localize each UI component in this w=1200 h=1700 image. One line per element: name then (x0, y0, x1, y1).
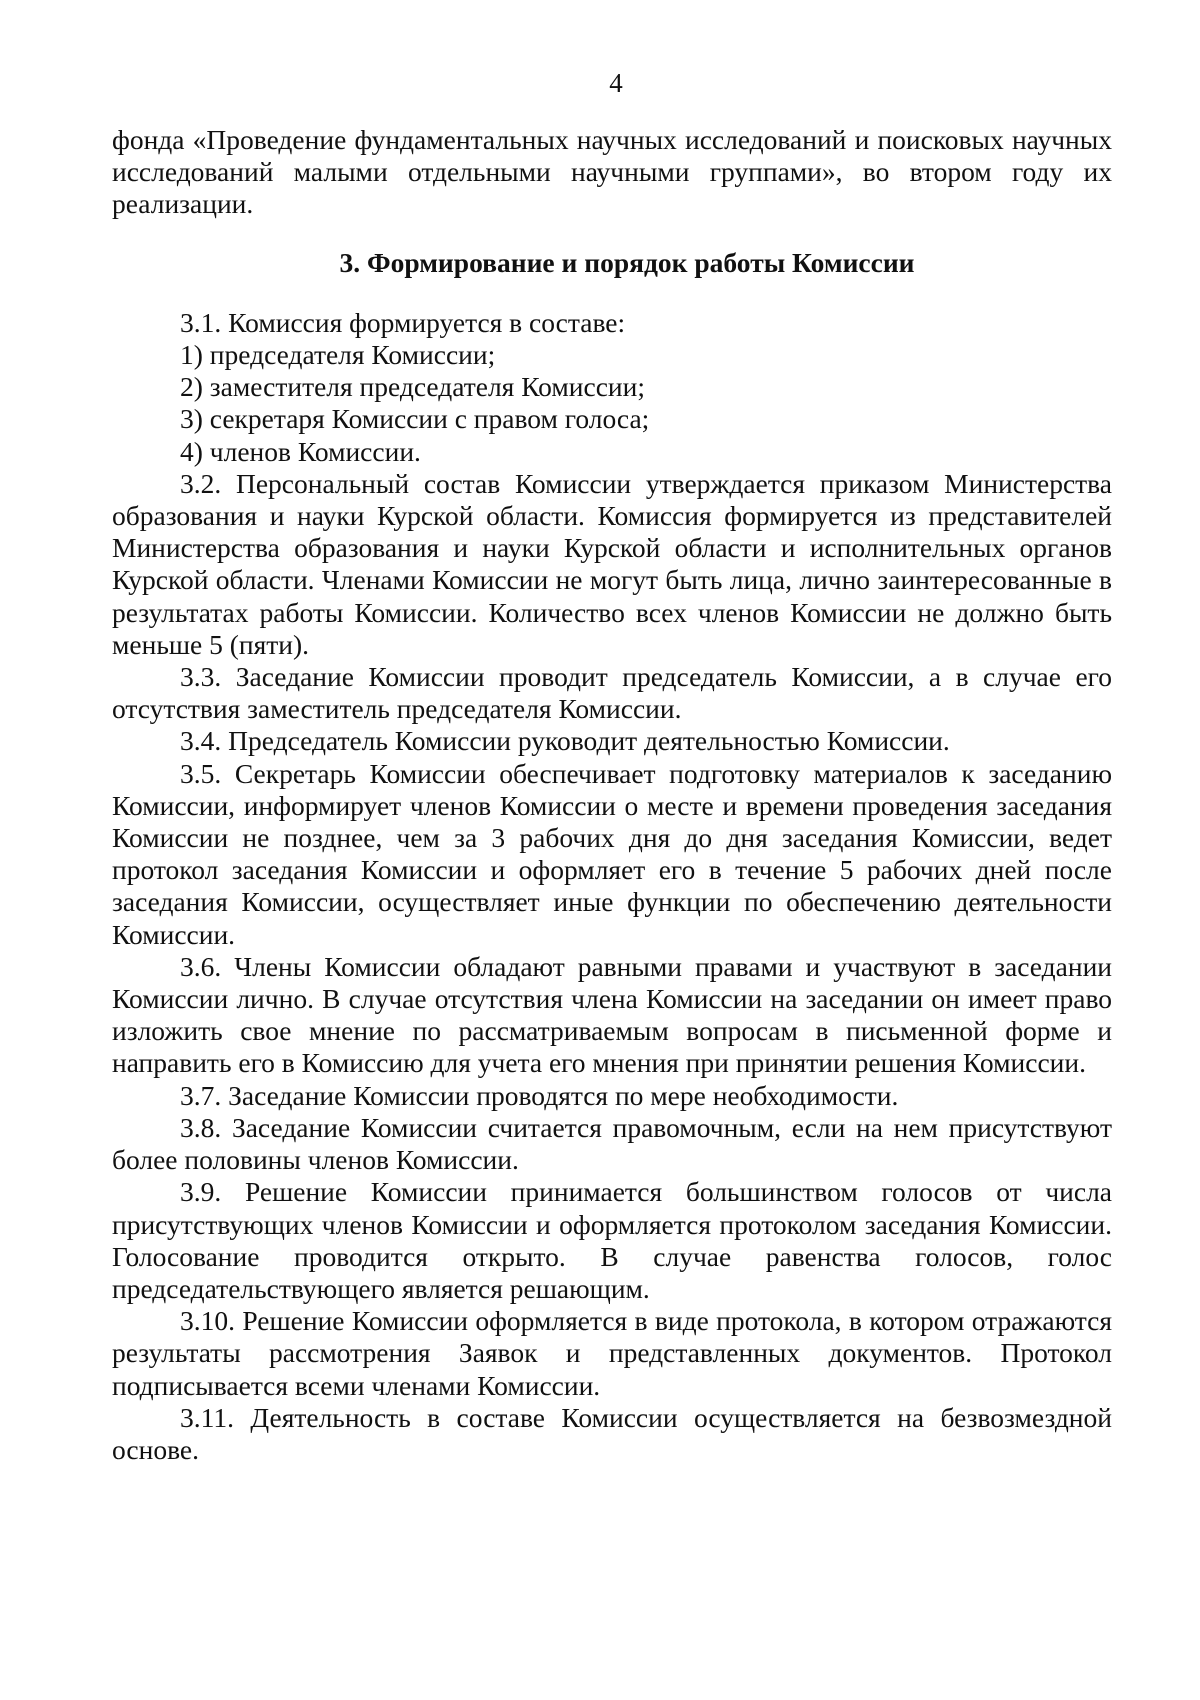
list-item-members: 4) членов Комиссии. (180, 435, 421, 467)
clause-3-6: 3.6. Члены Комиссии обладают равными правами и участвуют в заседании Комиссии лично. В случае отсутствия члена Комиссии на заседании он имеет право изложить свое мнение по рассматриваемым вопросам в письменной форме и направить его в Комиссию для учета его мнения при принятии решения Комиссии. (112, 950, 1112, 1079)
clause-3-8: 3.8. Заседание Комиссии считается правомочным, если на нем присутствуют более половины членов Комиссии. (112, 1111, 1112, 1176)
clause-3-4: 3.4. Председатель Комиссии руководит деятельностью Комиссии. (180, 725, 950, 757)
list-item-deputy-chairman: 2) заместителя председателя Комиссии; (180, 371, 646, 403)
clause-3-7: 3.7. Заседание Комиссии проводятся по мере необходимости. (180, 1079, 899, 1111)
clause-3-2: 3.2. Персональный состав Комиссии утверждается приказом Министерства образования и науки Курской области. Комиссия формируется из представителей Министерства образования и науки Курской области и исполнительных органов Курской области. Членами Комиссии не могут быть лица, лично заинтересованные в результатах работы Комиссии. Количество всех членов Комиссии не должно быть меньше 5 (пяти). (112, 467, 1112, 660)
document-body (112, 124, 1112, 1466)
intro-paragraph: фонда «Проведение фундаментальных научных исследований и поисковых научных исследований малыми отдельными научными группами», во втором году их реализации. (112, 124, 1112, 220)
list-item-chairman: 1) председателя Комиссии; (180, 339, 496, 371)
page-number: 4 (609, 68, 623, 98)
clause-3-5: 3.5. Секретарь Комиссии обеспечивает подготовку материалов к заседанию Комиссии, информирует членов Комиссии о месте и времени проведения заседания Комиссии не позднее, чем за 3 рабочих дня до дня заседания Комиссии, ведет протокол заседания Комиссии и оформляет его в течение 5 рабочих дней после заседания Комиссии, осуществляет иные функции по обеспечению деятельности Комиссии. (112, 757, 1112, 950)
clause-3-11: 3.11. Деятельность в составе Комиссии осуществляется на безвозмездной основе. (112, 1401, 1112, 1465)
clause-3-10: 3.10. Решение Комиссии оформляется в виде протокола, в котором отражаются результаты рассмотрения Заявок и представленных документов. Протокол подписывается всеми членами Комиссии. (112, 1305, 1112, 1401)
list-item-secretary: 3) секретаря Комиссии с правом голоса; (180, 403, 650, 435)
clause-3-9: 3.9. Решение Комиссии принимается большинством голосов от числа присутствующих членов Комиссии и оформляется протоколом заседания Комиссии. Голосование проводится открыто. В случае равенства голосов, голос председательствующего является решающим. (112, 1176, 1112, 1304)
section-heading: 3. Формирование и порядок работы Комиссии (339, 246, 915, 278)
clause-3-1: 3.1. Комиссия формируется в составе: (180, 306, 626, 338)
clause-3-3: 3.3. Заседание Комиссии проводит председатель Комиссии, а в случае его отсутствия заместитель председателя Комиссии. (112, 661, 1112, 725)
